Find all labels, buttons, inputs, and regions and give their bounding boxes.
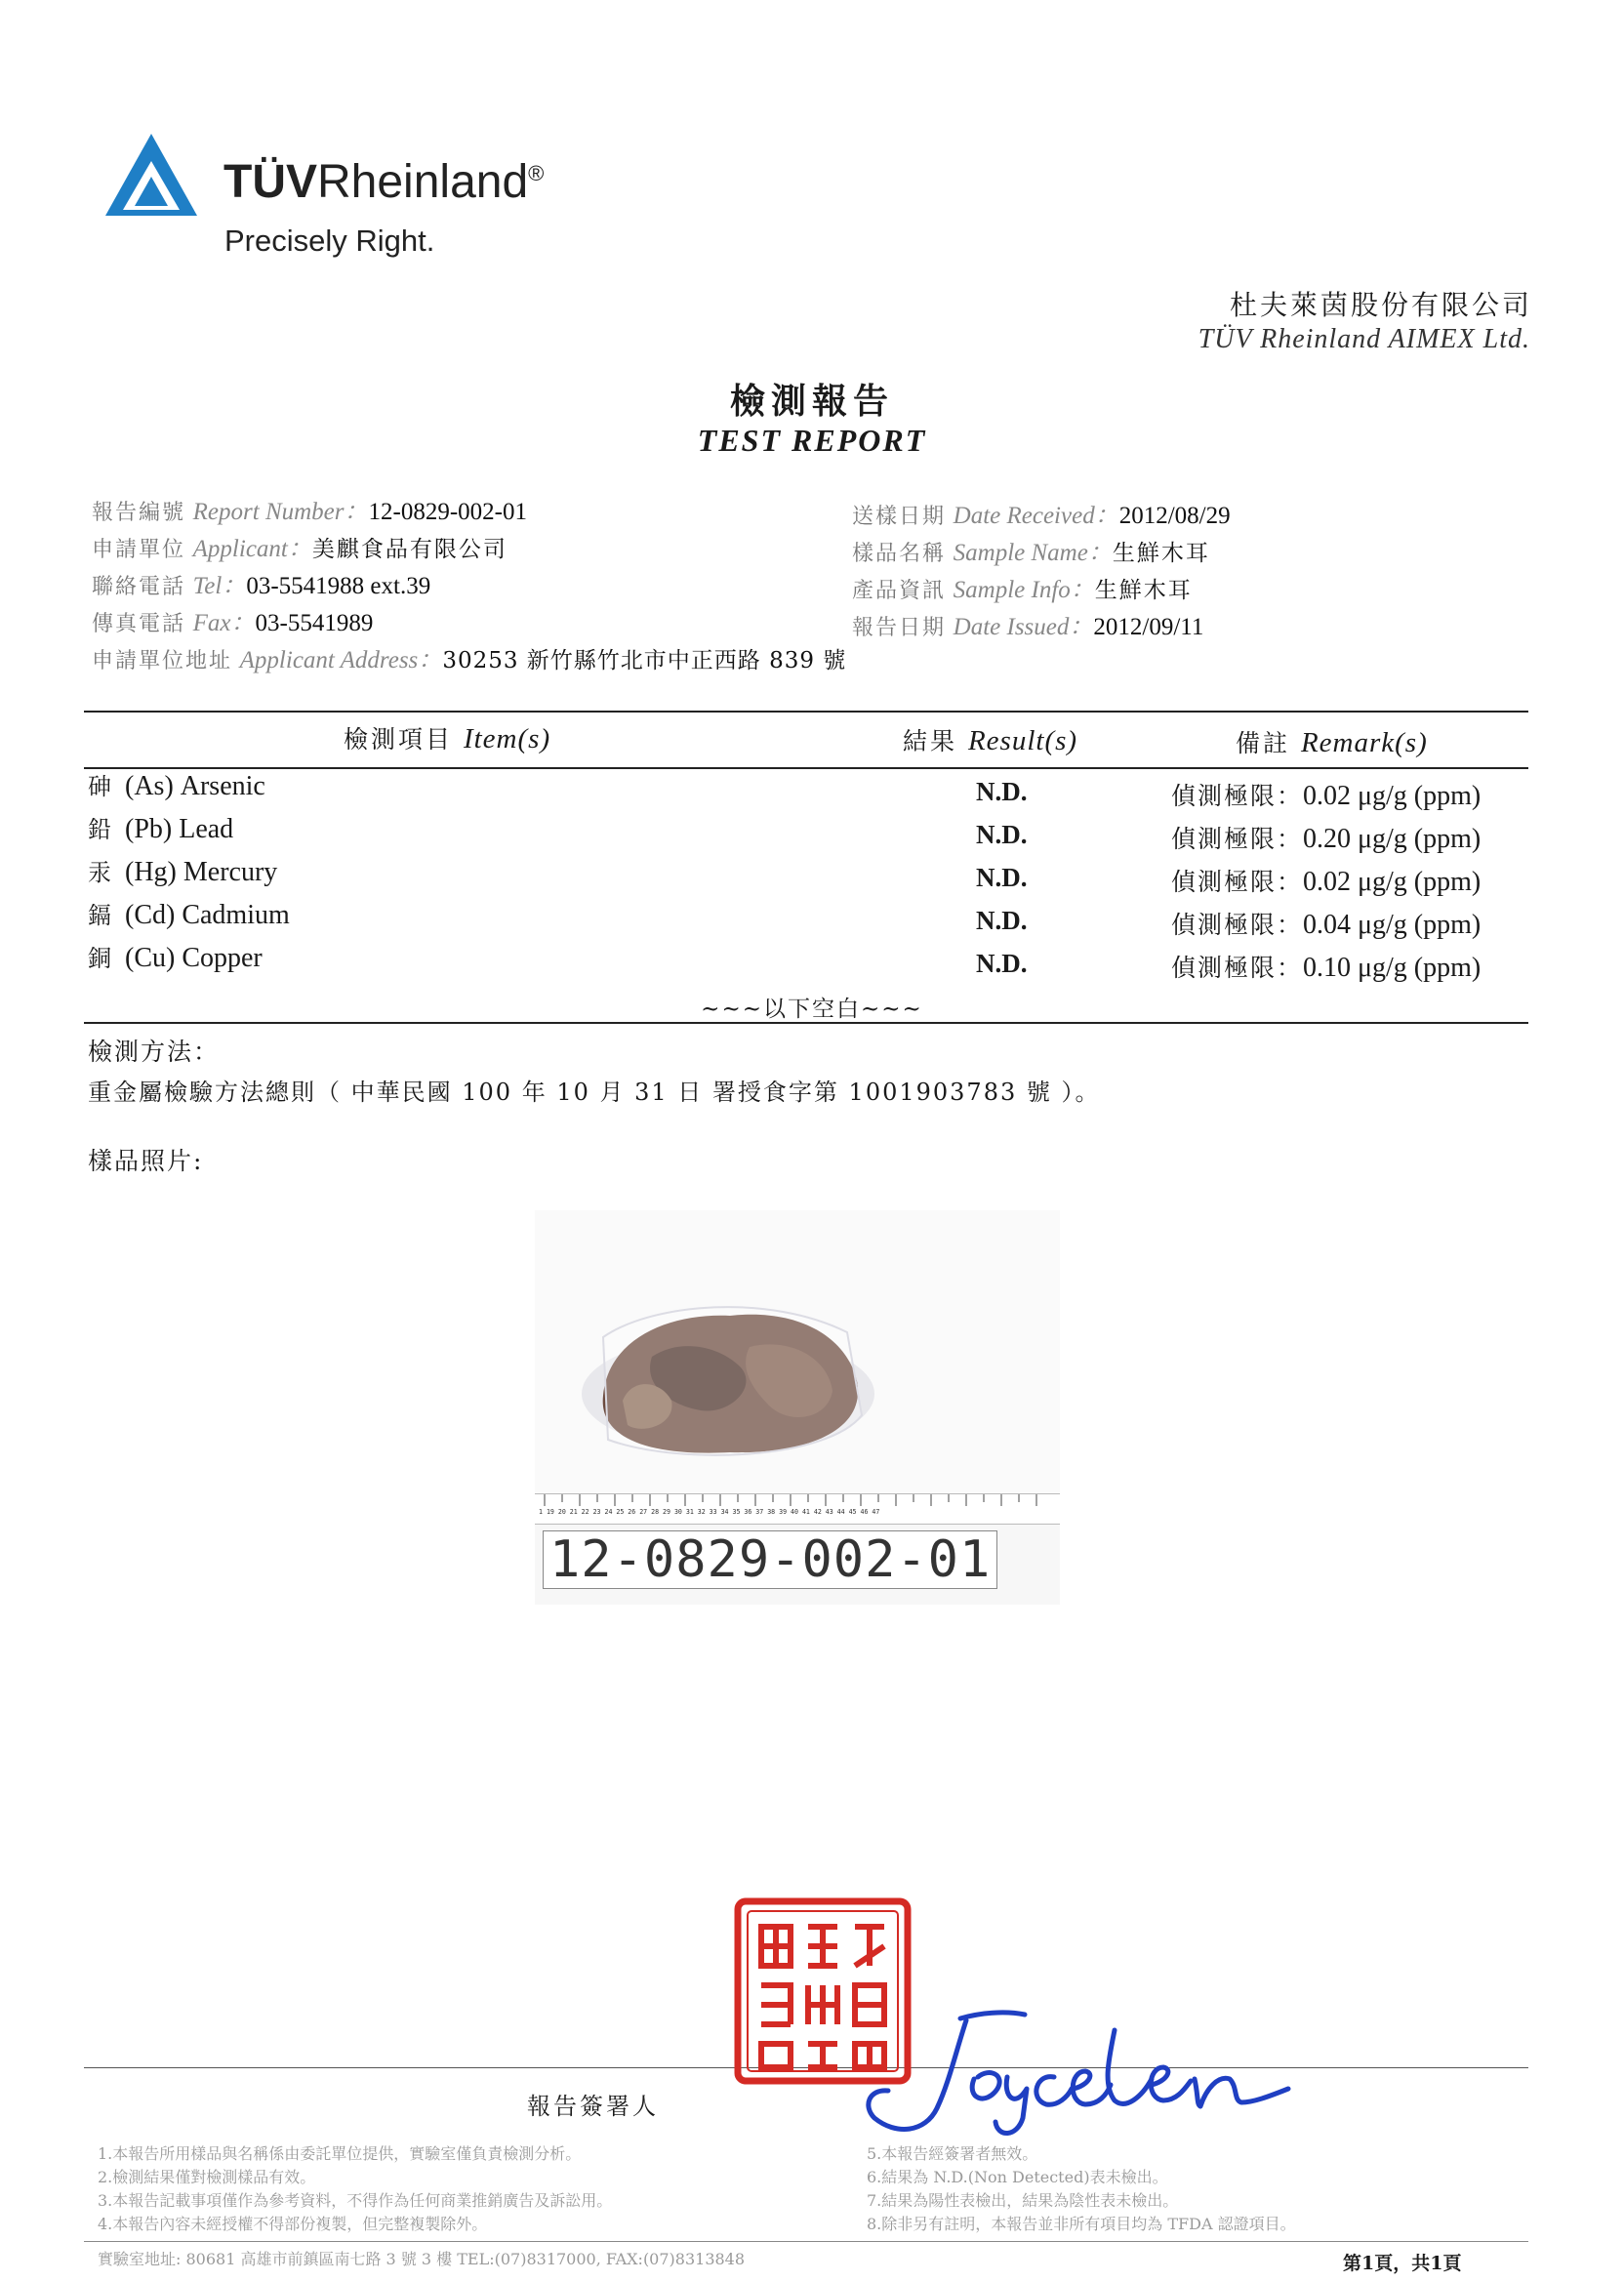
notes-right: [867, 2142, 1296, 2236]
company-name-zh: 杜夫萊茵股份有限公司: [1229, 289, 1532, 321]
triangle-logo-icon: [103, 132, 199, 218]
header-results: 結果 Result(s): [903, 725, 1078, 756]
note-item: 1.本報告所用樣品與名稱係由委託單位提供，實驗室僅負責檢測分析。: [98, 2144, 582, 2163]
note-item: 8.除非另有註明，本報告並非所有項目均為 TFDA 認證項目。: [867, 2215, 1296, 2233]
footer-rule: [84, 2241, 1528, 2242]
note-item: 2.檢測結果僅對檢測樣品有效。: [98, 2168, 316, 2186]
table-row: 砷 (As) Arsenic N.D. 偵測極限：0.02 μg/g (ppm): [88, 771, 1482, 811]
method-text: 重金屬檢驗方法總則（ 中華民國 100 年 10 月 31 日 署授食字第 1001903783 號 ）。: [88, 1079, 1101, 1106]
info-right: [852, 498, 1231, 646]
ruler-numbers: 1 19 20 21 22 23 24 25 26 27 28 29 30 31 32 33 34 35 36 37 38 39 40 41 42 43 44 45 46 47: [539, 1508, 880, 1516]
brand-prefix: TÜV: [223, 156, 317, 208]
notes-left: [98, 2142, 612, 2236]
info-date-received: 送樣日期 Date Received：2012/08/29: [852, 503, 1231, 529]
table-bottom-rule: [84, 1022, 1528, 1024]
note-item: 4.本報告內容未經授權不得部份複製，但完整複製除外。: [98, 2215, 488, 2233]
table-row: 鎘 (Cd) Cadmium N.D. 偵測極限：0.04 μg/g (ppm): [88, 900, 1482, 940]
ruler-ticks: [535, 1494, 1060, 1508]
slogan: Precisely Right.: [224, 224, 435, 258]
report-title-en: TEST REPORT: [697, 423, 927, 458]
photo-heading: 樣品照片:: [88, 1147, 204, 1175]
info-sample-name: 樣品名稱 Sample Name：生鮮木耳: [852, 540, 1210, 566]
registered-mark: ®: [528, 161, 545, 185]
table-row: 汞 (Hg) Mercury N.D. 偵測極限：0.02 μg/g (ppm): [88, 857, 1482, 897]
note-item: 3.本報告記載事項僅作為參考資料，不得作為任何商業推銷廣告及訴訟用。: [98, 2191, 613, 2210]
handwritten-signature: [859, 1976, 1298, 2138]
sample-photo: [535, 1210, 1060, 1605]
table-row: 鉛 (Pb) Lead N.D. 偵測極限：0.20 μg/g (ppm): [88, 814, 1482, 854]
header-remarks: 備註 Remark(s): [1236, 727, 1428, 758]
note-item: 5.本報告經簽署者無效。: [867, 2144, 1038, 2163]
info-report-number: 報告編號 Report Number：12-0829-002-01: [92, 499, 528, 525]
tuv-logo: [103, 130, 611, 266]
company-name-en: TÜV Rheinland AIMEX Ltd.: [1198, 324, 1530, 354]
info-date-issued: 報告日期 Date Issued：2012/09/11: [852, 614, 1204, 640]
table-row: 銅 (Cu) Copper N.D. 偵測極限：0.10 μg/g (ppm): [88, 943, 1482, 983]
lab-address: 實驗室地址: 80681 高雄市前鎮區南七路 3 號 3 樓 TEL:(07)8317000, FAX:(07)8313848: [98, 2250, 746, 2268]
signer-label: 報告簽署人: [527, 2093, 659, 2120]
header-items: 檢測項目 Item(s): [344, 723, 551, 754]
ruler: [535, 1493, 1060, 1525]
table-top-rule: [84, 711, 1528, 713]
info-applicant-address: 申請單位地址 Applicant Address：30253 新竹縣竹北市中正西路 839 號: [92, 647, 847, 673]
sample-bag-image: [535, 1210, 1060, 1503]
report-title-zh: 檢測報告: [729, 381, 894, 422]
brand-suffix: Rheinland: [317, 156, 529, 208]
info-left: [92, 494, 846, 679]
signature-text: Joycechen: [859, 1976, 940, 1995]
page-number: 第1頁，共1頁: [1343, 2253, 1462, 2274]
table-end-marker: ~~~以下空白~~~: [701, 997, 923, 1022]
info-sample-info: 產品資訊 Sample Info：生鮮木耳: [852, 577, 1193, 603]
note-item: 7.結果為陽性表檢出，結果為陰性表未檢出。: [867, 2191, 1179, 2210]
sample-label: 12-0829-002-01: [543, 1530, 997, 1589]
method-heading: 檢測方法：: [88, 1038, 221, 1066]
info-fax: 傳真電話 Fax：03-5541989: [92, 610, 374, 636]
note-item: 6.結果為 N.D.(Non Detected)表未檢出。: [867, 2168, 1168, 2186]
info-tel: 聯絡電話 Tel：03-5541988 ext.39: [92, 573, 431, 599]
info-applicant: 申請單位 Applicant：美麒食品有限公司: [92, 536, 508, 562]
